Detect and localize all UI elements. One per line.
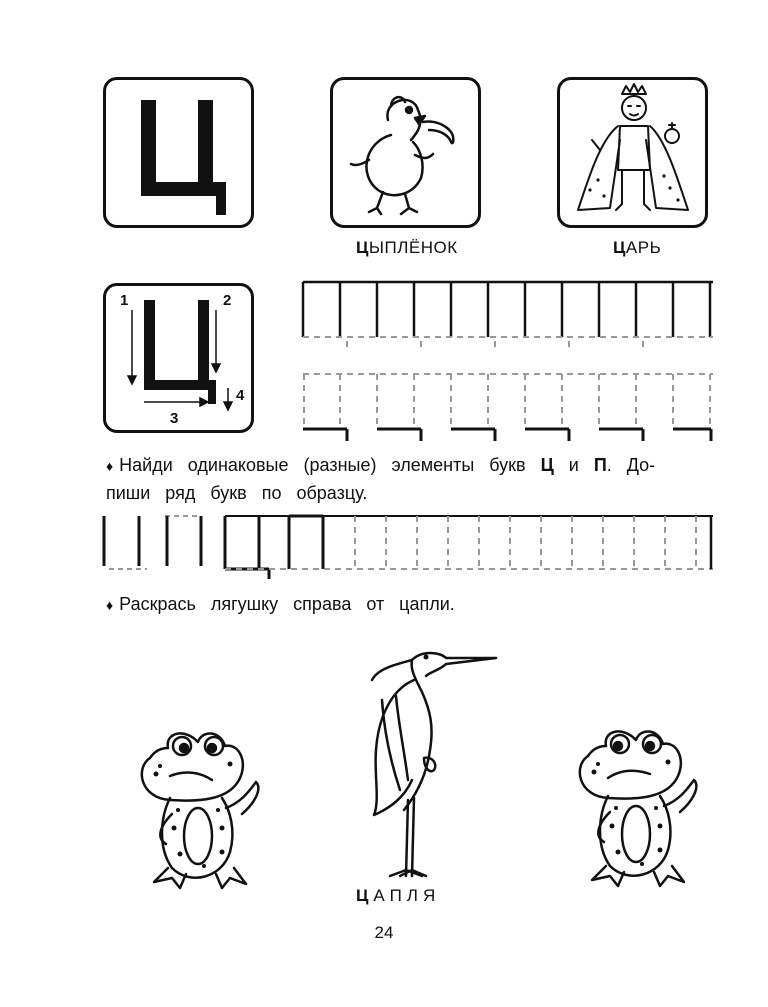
letter-tse-icon: [106, 80, 251, 225]
king-caption: ЦАРЬ: [613, 238, 662, 257]
frog-icon: [130, 718, 270, 893]
stroke-order-card: [103, 283, 254, 433]
heron-icon: [360, 640, 500, 880]
writing-grid-solid: [303, 281, 713, 351]
king-card: [557, 77, 708, 228]
chick-caption: ЦЫПЛЁНОК: [356, 238, 458, 257]
stroke-number-3: 3: [170, 410, 179, 427]
stroke-number-4: 4: [236, 387, 245, 404]
frog-icon: [568, 716, 708, 891]
stroke-number-1: 1: [120, 292, 129, 309]
page-number: 24: [374, 923, 394, 942]
stroke-number-2: 2: [223, 292, 232, 309]
letter-card: [103, 77, 254, 228]
king-icon: [560, 80, 705, 225]
task-1-text: ♦ Найди одинаковые (разные) элементы букв Ц и П. До- пиши ряд букв по образцу.: [106, 455, 656, 503]
letter-elements-row: [101, 513, 713, 583]
chick-icon: [333, 80, 478, 225]
chick-card: [330, 77, 481, 228]
writing-grid-dashed: [303, 373, 713, 443]
heron-word: ЦАПЛЯ: [356, 886, 441, 905]
task-2-text: ♦ Раскрась лягушку справа от цапли.: [106, 594, 455, 614]
